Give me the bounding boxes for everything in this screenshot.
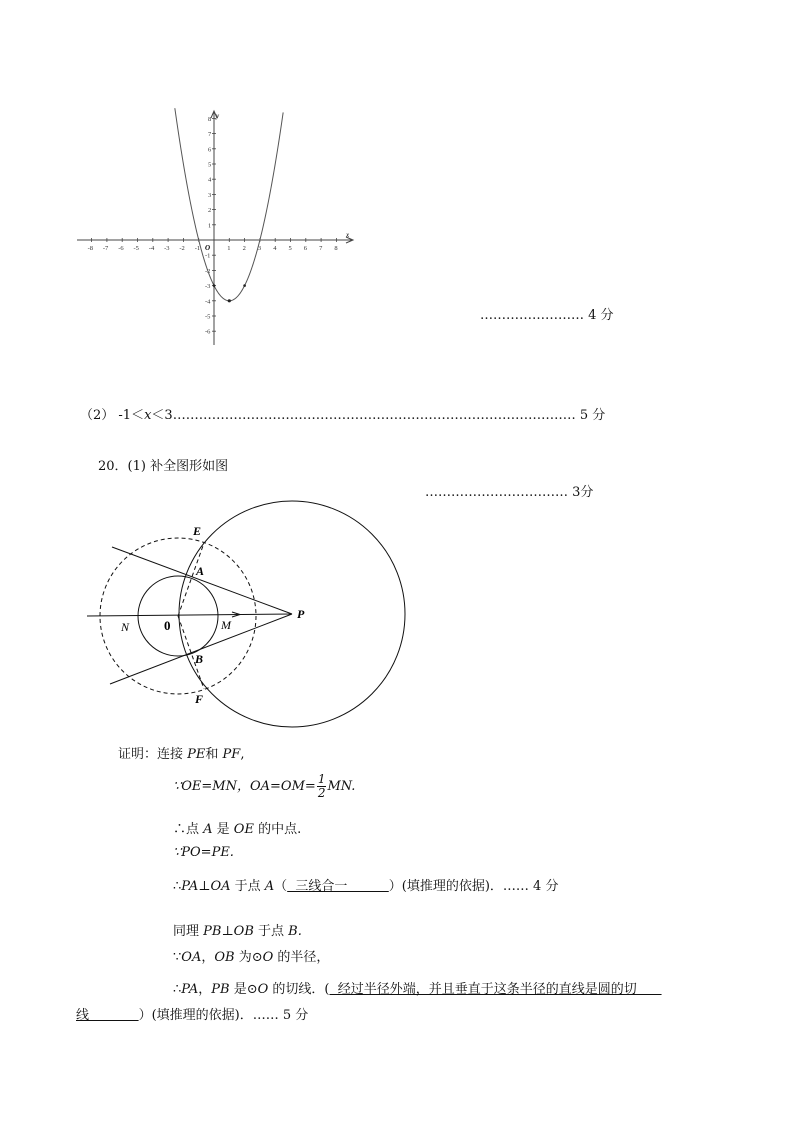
text: 证明：连接	[118, 747, 188, 762]
text: PE	[187, 747, 206, 762]
text: PF	[222, 747, 241, 762]
graph-ticks	[88, 116, 338, 336]
y-tick-label: -1	[205, 252, 211, 260]
point-2-neg3	[243, 284, 246, 287]
text: OA	[181, 950, 202, 965]
tangent-line-pa	[112, 547, 292, 614]
fraction-denominator: 2	[317, 786, 326, 800]
y-tick-label: -5	[205, 313, 211, 321]
text: ）(填推理的依据)．…… 5 分	[138, 1008, 309, 1023]
x-tick-label: 8	[334, 245, 338, 252]
x-tick-label: -3	[164, 245, 170, 252]
x-tick-label: -5	[133, 245, 139, 252]
text: MN.	[327, 779, 356, 794]
label-n: N	[121, 620, 130, 634]
y-tick-label: 2	[208, 207, 212, 215]
text: 为⊙	[234, 950, 263, 965]
text: 的中点.	[253, 822, 302, 837]
fraction-numerator: 1	[317, 772, 326, 786]
line-np	[87, 614, 292, 616]
y-tick-label: 7	[208, 131, 212, 139]
tangent-line-pb	[110, 614, 292, 684]
answer-blank: 经过半径外端，并且垂直于这条半径的直线是圆的切	[329, 982, 662, 997]
x-tick-label: 3	[257, 245, 262, 252]
text: ∴点	[173, 822, 204, 837]
text: 是⊙	[229, 982, 258, 997]
text: O	[257, 982, 269, 997]
text: A	[264, 879, 275, 894]
x-tick-label: 2	[242, 245, 246, 252]
text: PB	[211, 982, 230, 997]
text: ∵	[173, 950, 182, 965]
x-axis-label: x	[346, 231, 350, 239]
label-f: F	[195, 692, 204, 706]
graph-axes	[77, 111, 353, 345]
proof-line-7	[173, 946, 329, 965]
proof-line-8	[173, 978, 662, 997]
text: O	[262, 950, 274, 965]
label-p: P	[297, 607, 305, 621]
x-tick-label: -2	[179, 245, 185, 252]
text: OE	[233, 822, 254, 837]
x-tick-label: 1	[227, 245, 231, 252]
text: 的半径，	[273, 950, 330, 965]
y-tick-label: 3	[208, 191, 212, 199]
proof-line-6	[173, 920, 302, 939]
label-o: 0	[164, 618, 171, 633]
text: PA	[181, 982, 199, 997]
text: A	[203, 822, 213, 837]
proof-line-1	[118, 743, 244, 762]
y-tick-label: 6	[208, 146, 212, 154]
y-tick-label: 5	[208, 161, 212, 169]
proof-line-5	[173, 875, 558, 894]
text: 于点	[253, 924, 289, 939]
text: ∴	[173, 982, 182, 997]
text: 是	[212, 822, 234, 837]
geometry-diagram	[0, 490, 794, 730]
q20-heading: 20．(1) 补全图形如图	[98, 459, 229, 474]
text: ∴	[173, 879, 182, 894]
fraction-one-half	[317, 773, 327, 800]
text: 和	[205, 747, 223, 762]
x-tick-label: -1	[194, 245, 201, 252]
label-e: E	[193, 524, 202, 538]
y-tick-label: 1	[208, 222, 212, 230]
part2-dots: ………………………………………………………………………………… 5 分	[172, 408, 606, 423]
x-tick-label: 6	[303, 245, 308, 252]
x-tick-label: -4	[148, 245, 155, 252]
y-tick-label: -6	[205, 328, 211, 336]
answer-blank: 三线合一	[287, 879, 389, 894]
proof-line-4: ∵PO=PE.	[173, 845, 234, 860]
x-tick-label: -8	[87, 245, 94, 252]
label-b: B	[195, 652, 204, 666]
text: PA⊥OA	[181, 879, 231, 894]
x-tick-label: 5	[288, 245, 292, 252]
part2-prefix: （2） -1＜	[80, 408, 145, 423]
proof-line-9	[76, 1004, 308, 1023]
text: ）(填推理的依据)．…… 4 分	[388, 879, 559, 894]
x-tick-label: -7	[102, 245, 109, 252]
y-tick-label: 4	[208, 176, 212, 184]
parabola-curve	[175, 108, 283, 301]
text: ∵OE=MN，OA=OM=	[173, 779, 316, 794]
text: OB	[214, 950, 235, 965]
part2-suffix: ＜3	[151, 408, 173, 423]
text: 同理	[173, 924, 204, 939]
y-tick-label: -2	[205, 267, 211, 275]
graph-score: …………………… 4 分	[480, 308, 614, 323]
y-tick-label: 8	[208, 115, 212, 123]
x-tick-label: 7	[319, 245, 323, 252]
y-axis-label: y	[216, 112, 220, 120]
label-a: A	[196, 564, 205, 578]
text: （	[274, 879, 288, 894]
text: 的切线．(	[268, 982, 330, 997]
text: 于点	[230, 879, 265, 894]
vertex-point	[228, 299, 231, 302]
text: ,	[240, 747, 245, 762]
text: ，	[198, 982, 212, 997]
x-tick-label: 4	[273, 245, 277, 252]
proof-line-3	[173, 818, 301, 837]
text: ，	[201, 950, 215, 965]
part2-answer	[80, 404, 605, 423]
y-intercept-point	[213, 284, 216, 287]
part2-var: x	[144, 408, 152, 423]
proof-line-2	[173, 773, 355, 800]
origin-label: O	[205, 244, 211, 252]
q20-score: …………………………… 3分	[425, 485, 594, 500]
y-tick-label: -3	[205, 283, 211, 291]
answer-blank: 线	[76, 1008, 139, 1023]
label-m: M	[221, 618, 231, 632]
text: B.	[288, 924, 302, 939]
y-tick-label: -4	[205, 298, 211, 306]
parabola-graph	[0, 0, 794, 360]
text: PB⊥OB	[203, 924, 254, 939]
x-tick-label: -6	[118, 245, 124, 252]
